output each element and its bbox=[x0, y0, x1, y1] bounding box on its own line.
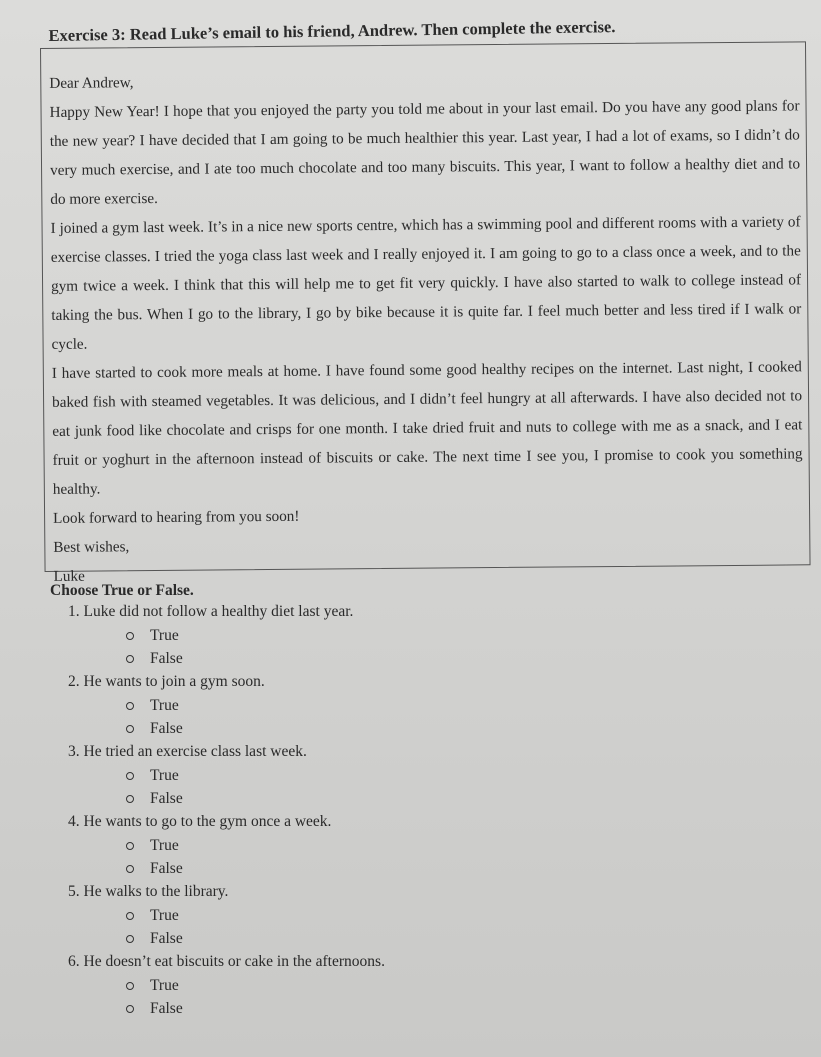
radio-circle-icon[interactable] bbox=[126, 795, 134, 803]
radio-circle-icon[interactable] bbox=[126, 982, 134, 990]
question-text: 2. He wants to join a gym soon. bbox=[68, 673, 265, 690]
option-true[interactable] bbox=[126, 904, 768, 927]
option-label: False bbox=[150, 860, 183, 877]
option-label: True bbox=[150, 837, 179, 854]
option-label: True bbox=[150, 627, 179, 644]
email-paragraph-1: Happy New Year! I hope that you enjoyed the party you told me about in your last email. Do you have any good plans for the new year? I have decided that I am going to be much healthier this year. Last year, I had a lot of exams, so I didn’t do very much exercise, and I ate too much chocolate and too many biscuits. This year, I want to follow a healthy diet and to do more exercise. bbox=[49, 97, 801, 208]
option-true[interactable] bbox=[126, 974, 768, 997]
option-label: False bbox=[150, 930, 183, 947]
question-5 bbox=[68, 880, 768, 950]
option-false[interactable] bbox=[126, 787, 768, 810]
radio-circle-icon[interactable] bbox=[126, 772, 134, 780]
question-text: 5. He walks to the library. bbox=[68, 883, 229, 900]
exercise-title: Exercise 3: Read Luke’s email to his friend, Andrew. Then complete the exercise. bbox=[48, 17, 616, 45]
question-text: 1. Luke did not follow a healthy diet last year. bbox=[68, 603, 354, 620]
option-label: True bbox=[150, 977, 179, 994]
radio-circle-icon[interactable] bbox=[126, 655, 134, 663]
email-sign-off: Best wishes, bbox=[53, 538, 130, 556]
option-label: False bbox=[150, 790, 183, 807]
email-greeting: Dear Andrew, bbox=[49, 74, 134, 92]
option-label: False bbox=[150, 1000, 183, 1017]
option-false[interactable] bbox=[126, 927, 768, 950]
option-true[interactable] bbox=[126, 694, 768, 717]
option-label: True bbox=[150, 697, 179, 714]
radio-circle-icon[interactable] bbox=[126, 912, 134, 920]
email-signature: Luke bbox=[53, 567, 85, 585]
email-closing-line: Look forward to hearing from you soon! bbox=[53, 507, 300, 527]
option-false[interactable] bbox=[126, 857, 768, 880]
email-paragraph-2: I joined a gym last week. It’s in a nice new sports centre, which has a swimming pool and different rooms with a variety of exercise classes. I tried the yoga class last week and I really enjoyed it. I am going to go to a class once a week, and to the gym twice a week. I think that this will help me to get fit very quickly. I have also started to walk to college instead of taking the bus. When I go to the library, I go by bike because it is quite far. I feel much better and less tired if I walk or cycle. bbox=[50, 213, 802, 353]
option-false[interactable] bbox=[126, 647, 768, 670]
option-false[interactable] bbox=[126, 997, 768, 1020]
option-true[interactable] bbox=[126, 624, 768, 647]
email-paragraph-3: I have started to cook more meals at home. I have found some good healthy recipes on the internet. Last night, I cooked baked fish with steamed vegetables. It was delicious, and I didn’t feel hungry at all afterwards. I have also decided not to eat junk food like chocolate and crisps for one month. I take dried fruit and nuts to college with me as a snack, and I eat fruit or yoghurt in the afternoon instead of biscuits or cake. The next time I see you, I promise to cook you something healthy. bbox=[51, 358, 803, 498]
email-box bbox=[40, 41, 811, 585]
option-label: False bbox=[150, 650, 183, 667]
radio-circle-icon[interactable] bbox=[126, 842, 134, 850]
question-2 bbox=[68, 670, 768, 740]
option-label: False bbox=[150, 720, 183, 737]
question-list bbox=[68, 600, 768, 1020]
question-text: 3. He tried an exercise class last week. bbox=[68, 743, 307, 760]
question-text: 6. He doesn’t eat biscuits or cake in the afternoons. bbox=[68, 953, 385, 970]
radio-circle-icon[interactable] bbox=[126, 632, 134, 640]
option-label: True bbox=[150, 907, 179, 924]
radio-circle-icon[interactable] bbox=[126, 702, 134, 710]
radio-circle-icon[interactable] bbox=[126, 865, 134, 873]
option-true[interactable] bbox=[126, 764, 768, 787]
radio-circle-icon[interactable] bbox=[126, 1005, 134, 1013]
question-4 bbox=[68, 810, 768, 880]
question-3 bbox=[68, 740, 768, 810]
radio-circle-icon[interactable] bbox=[126, 935, 134, 943]
section-title: Choose True or False. bbox=[50, 582, 194, 599]
question-text: 4. He wants to go to the gym once a week. bbox=[68, 813, 332, 830]
option-true[interactable] bbox=[126, 834, 768, 857]
question-1 bbox=[68, 600, 768, 670]
option-false[interactable] bbox=[126, 717, 768, 740]
question-6 bbox=[68, 950, 768, 1020]
radio-circle-icon[interactable] bbox=[126, 725, 134, 733]
option-label: True bbox=[150, 767, 179, 784]
